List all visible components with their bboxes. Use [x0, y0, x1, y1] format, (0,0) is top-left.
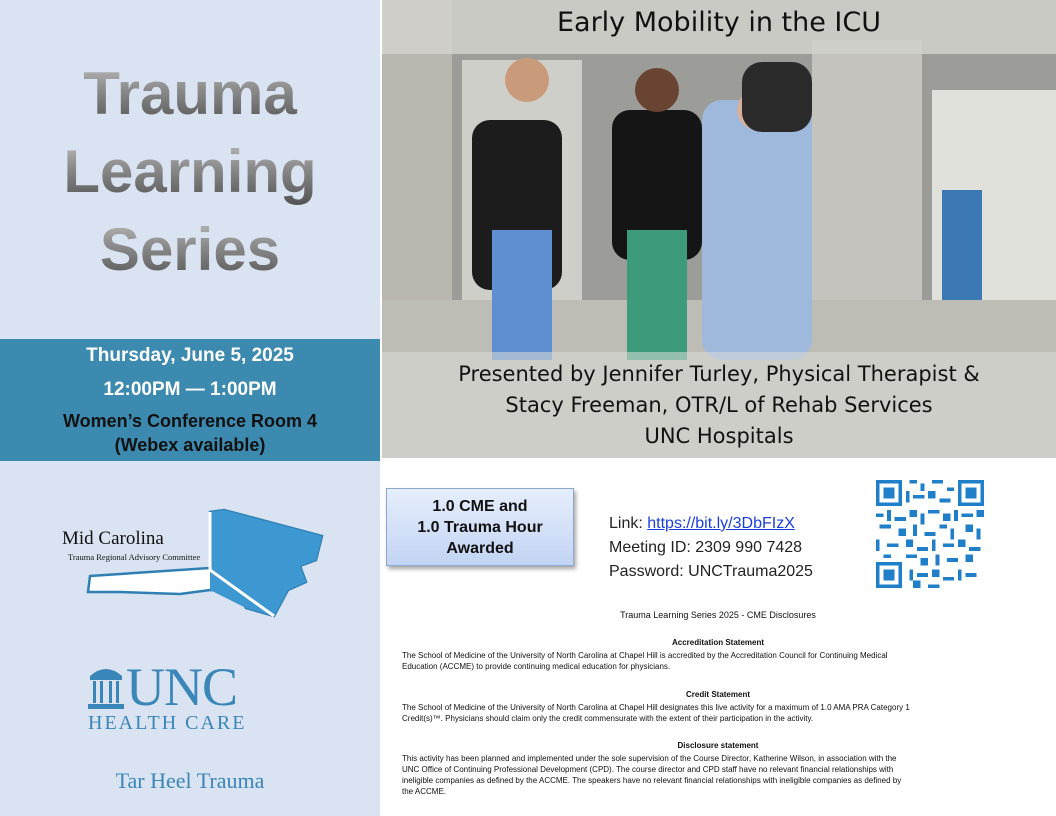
presenter-band [382, 352, 1056, 458]
disclosure-line-2: UNC Office of Continuing Professional Development (CPD). The course director and CPD staff have no relevant financial relationships with [402, 765, 894, 774]
presentation-title: Early Mobility in the ICU [556, 7, 882, 38]
credit-heading: Credit Statement [685, 690, 750, 699]
event-webex-note: (Webex available) [114, 435, 266, 455]
event-time: 12:00PM — 1:00PM [103, 379, 277, 400]
disclosure-line-1: This activity has been planned and implemented under the sole supervision of the Course Director, Katherine Wilson, in association with the [402, 754, 897, 763]
meeting-info [609, 512, 813, 584]
credit-text [402, 702, 1028, 724]
accreditation-text [402, 650, 1028, 672]
unc-logo-subtitle: HEALTH CARE [88, 712, 247, 734]
series-title [0, 55, 380, 289]
disclosure-heading: Disclosure statement [677, 741, 759, 750]
credit-line-3: Awarded [446, 540, 514, 557]
nc-state-map-icon [60, 508, 330, 628]
accreditation-line-2: Education (ACCME) to provide continuing medical education for physicians. [402, 662, 671, 671]
meeting-link[interactable]: https://bit.ly/3DbFIzX [647, 515, 795, 532]
credit-line-2: 1.0 Trauma Hour [417, 519, 543, 536]
meeting-password: Password: UNCTrauma2025 [609, 563, 813, 580]
accreditation-heading: Accreditation Statement [671, 638, 765, 647]
disclosure-line-4: the ACCME. [402, 787, 447, 796]
event-room: Women’s Conference Room 4 [62, 411, 318, 431]
series-title-line-1: Trauma [0, 55, 380, 133]
rac-subtitle: Trauma Regional Advisory Committee [68, 552, 201, 562]
presenter-line-3: UNC Hospitals [644, 424, 794, 448]
old-well-icon [88, 664, 124, 710]
presenter-line-1: Presented by Jennifer Turley, Physical Therapist & [458, 362, 980, 386]
credit-statement-line-1: The School of Medicine of the University of North Carolina at Chapel Hill designates this live activity for a maximum of 1.0 AMA PRA Category 1 [402, 703, 910, 712]
accreditation-line-1: The School of Medicine of the University of North Carolina at Chapel Hill is accredited by the Accreditation Council for Continuing Medical [402, 651, 888, 660]
credit-awarded-box [386, 488, 574, 566]
credit-statement-line-2: Credit(s)™. Physicians should claim only the credit commensurate with the extent of their participation in the activity. [402, 714, 814, 723]
meeting-link-label: Link: [609, 515, 648, 532]
meeting-id: Meeting ID: 2309 990 7428 [609, 539, 803, 556]
qr-code-icon[interactable] [876, 480, 984, 588]
event-date: Thursday, June 5, 2025 [86, 345, 294, 366]
event-details-band [0, 339, 380, 461]
left-panel [0, 0, 380, 816]
hero-photo [382, 0, 1056, 458]
rac-name: Mid Carolina [62, 528, 164, 549]
credit-line-1: 1.0 CME and [432, 498, 528, 515]
meeting-link-row [609, 512, 813, 536]
tagline: Tar Heel Trauma [115, 768, 265, 793]
presenter-line-2: Stacy Freeman, OTR/L of Rehab Services [505, 393, 933, 417]
unc-logo-text: UNC [126, 657, 238, 717]
series-title-line-2: Learning [0, 133, 380, 211]
disclosures-title: Trauma Learning Series 2025 - CME Disclosures [620, 610, 816, 620]
series-title-line-3: Series [0, 211, 380, 289]
disclosure-text [402, 753, 1028, 797]
disclosure-line-3: ineligible companies as defined by the ACCME. The speakers have no relevant financial relationships with ineligible companies as defined by [402, 776, 902, 785]
